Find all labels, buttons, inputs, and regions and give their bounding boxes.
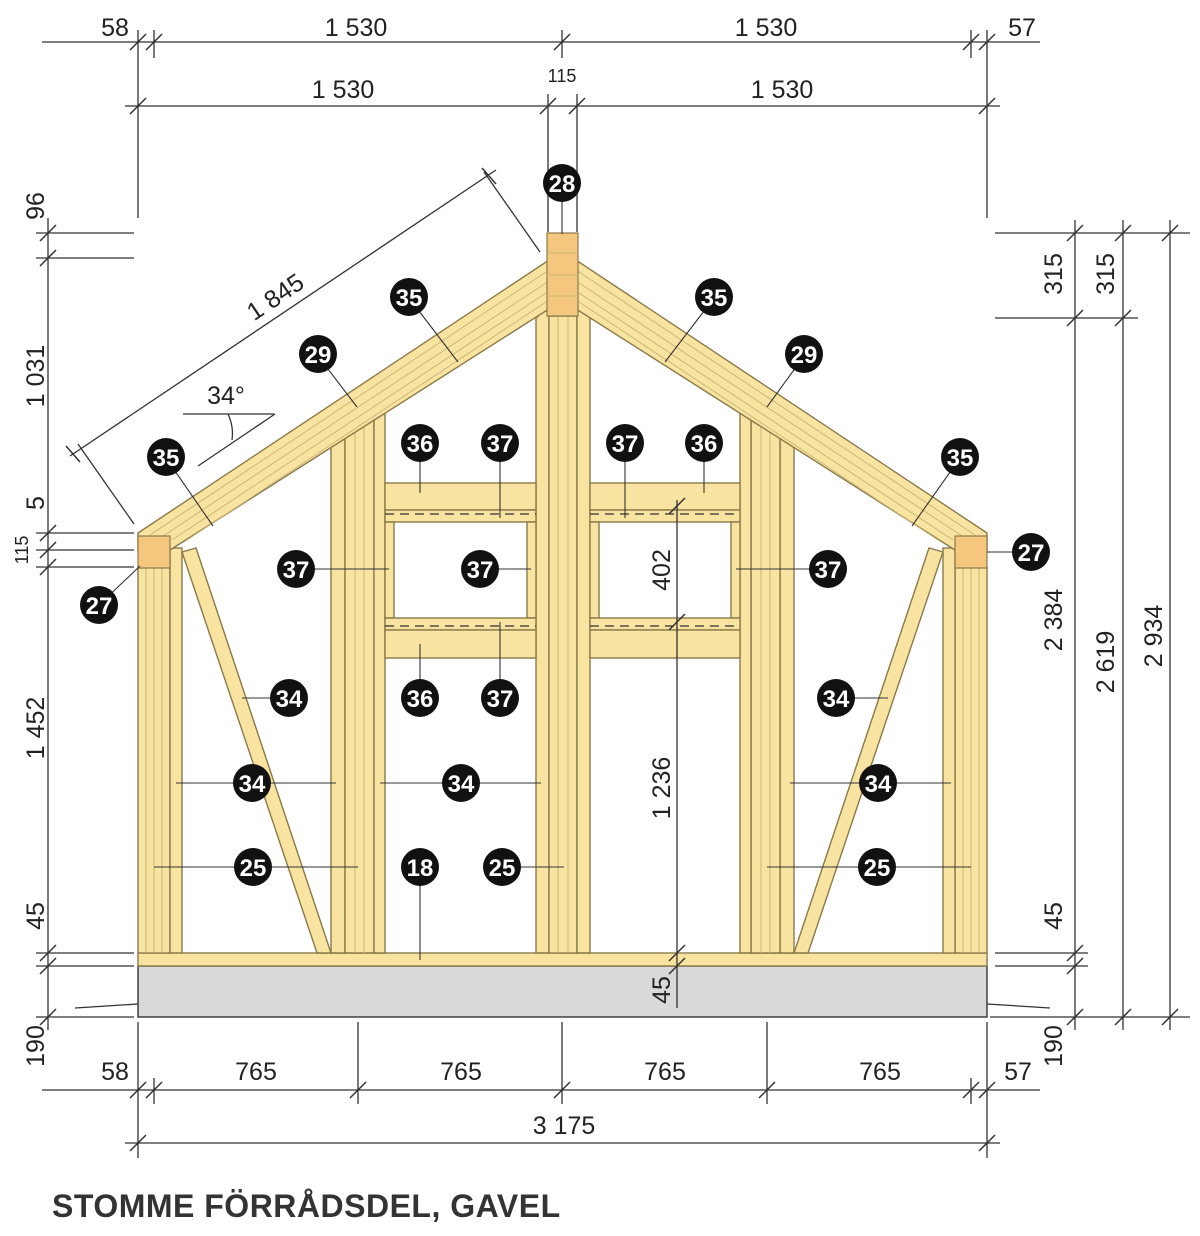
dim-top-57: 57 bbox=[1008, 14, 1036, 42]
part-tag bbox=[147, 438, 185, 476]
part-tag bbox=[685, 424, 723, 462]
left-corner-post bbox=[138, 548, 182, 953]
svg-text:35: 35 bbox=[700, 285, 728, 312]
svg-text:35: 35 bbox=[946, 445, 974, 472]
left-diagonal-brace bbox=[182, 548, 331, 953]
part-tag bbox=[481, 424, 519, 462]
svg-text:35: 35 bbox=[395, 285, 423, 312]
part-tag bbox=[401, 424, 439, 462]
part-tag bbox=[277, 550, 315, 588]
part-tag bbox=[270, 679, 308, 717]
dim-left-45: 45 bbox=[22, 902, 50, 930]
part-tag bbox=[817, 679, 855, 717]
svg-text:37: 37 bbox=[466, 557, 494, 584]
part-tag bbox=[785, 335, 823, 373]
svg-text:25: 25 bbox=[239, 855, 267, 882]
dim-right-2384: 2 384 bbox=[1040, 588, 1068, 652]
dim-right-190: 190 bbox=[1040, 1025, 1068, 1067]
svg-text:37: 37 bbox=[486, 686, 514, 713]
part-tag bbox=[401, 848, 439, 886]
dim-bottom-765-3: 765 bbox=[644, 1058, 686, 1086]
dim-bottom-58: 58 bbox=[101, 1058, 129, 1086]
svg-text:29: 29 bbox=[304, 342, 332, 369]
dim-left-115: 115 bbox=[12, 535, 32, 565]
svg-text:29: 29 bbox=[790, 342, 818, 369]
part-tag bbox=[543, 164, 581, 202]
part-tag bbox=[461, 550, 499, 588]
dim-left-5: 5 bbox=[22, 496, 50, 510]
dim-rafter-1845: 1 845 bbox=[241, 268, 310, 327]
svg-text:36: 36 bbox=[406, 431, 434, 458]
dim-left-96: 96 bbox=[22, 192, 50, 220]
dim-left-1452: 1 452 bbox=[22, 696, 50, 760]
right-stud-pair bbox=[740, 398, 794, 953]
svg-text:27: 27 bbox=[85, 593, 113, 620]
part-tag bbox=[859, 764, 897, 802]
svg-text:35: 35 bbox=[152, 445, 180, 472]
dim-row2-1530-left: 1 530 bbox=[311, 76, 375, 104]
dim-sill-1236: 1 236 bbox=[648, 756, 676, 820]
part-tag bbox=[80, 586, 118, 624]
svg-text:28: 28 bbox=[548, 171, 576, 198]
part-tag bbox=[442, 764, 480, 802]
part-tag bbox=[941, 438, 979, 476]
left-window-framing bbox=[385, 483, 536, 658]
part-tag bbox=[695, 278, 733, 316]
svg-text:37: 37 bbox=[486, 431, 514, 458]
svg-text:27: 27 bbox=[1017, 540, 1045, 567]
foundation-slab bbox=[138, 966, 987, 1017]
dim-bottom-57: 57 bbox=[1004, 1058, 1032, 1086]
svg-text:36: 36 bbox=[690, 431, 718, 458]
right-diagonal-brace bbox=[794, 548, 943, 953]
part-tag bbox=[401, 679, 439, 717]
drawing-caption: STOMME FÖRRÅDSDEL, GAVEL bbox=[52, 1188, 561, 1224]
dim-right-2934: 2 934 bbox=[1140, 604, 1168, 668]
dim-top-1530-left: 1 530 bbox=[324, 14, 388, 42]
svg-text:36: 36 bbox=[406, 686, 434, 713]
svg-text:34: 34 bbox=[447, 771, 475, 798]
dim-total-3175: 3 175 bbox=[532, 1112, 596, 1140]
left-stud-pair bbox=[331, 398, 385, 953]
dim-window-402: 402 bbox=[648, 549, 676, 591]
right-eave-block bbox=[955, 536, 987, 568]
center-post bbox=[536, 306, 590, 953]
part-tag bbox=[809, 550, 847, 588]
svg-text:34: 34 bbox=[238, 771, 266, 798]
svg-text:37: 37 bbox=[814, 557, 842, 584]
dim-ridge-115: 115 bbox=[547, 66, 577, 86]
dim-right-2619: 2 619 bbox=[1092, 630, 1120, 694]
dim-right-45: 45 bbox=[1040, 902, 1068, 930]
svg-text:37: 37 bbox=[282, 557, 310, 584]
svg-text:34: 34 bbox=[822, 686, 850, 713]
dim-roof-angle: 34° bbox=[207, 382, 245, 410]
svg-text:34: 34 bbox=[275, 686, 303, 713]
svg-text:18: 18 bbox=[406, 855, 434, 882]
left-eave-block bbox=[138, 536, 170, 568]
part-tag bbox=[483, 848, 521, 886]
part-tag bbox=[390, 278, 428, 316]
svg-text:34: 34 bbox=[864, 771, 892, 798]
part-tag bbox=[1012, 533, 1050, 571]
part-tag bbox=[606, 424, 644, 462]
dim-top-1530-right: 1 530 bbox=[734, 14, 798, 42]
dim-plate-45: 45 bbox=[648, 976, 676, 1004]
dim-left-190: 190 bbox=[22, 1025, 50, 1067]
dim-bottom-765-4: 765 bbox=[859, 1058, 901, 1086]
part-tag bbox=[233, 764, 271, 802]
dim-top-58: 58 bbox=[101, 14, 129, 42]
part-tag bbox=[481, 679, 519, 717]
dim-right-315-a: 315 bbox=[1040, 253, 1068, 295]
dim-bottom-765-1: 765 bbox=[235, 1058, 277, 1086]
svg-text:25: 25 bbox=[863, 855, 891, 882]
dim-right-315-b: 315 bbox=[1092, 253, 1120, 295]
dim-left-1031: 1 031 bbox=[22, 344, 50, 408]
part-tag bbox=[858, 848, 896, 886]
right-corner-post bbox=[943, 548, 987, 953]
part-tag bbox=[299, 335, 337, 373]
bottom-plate bbox=[138, 953, 987, 966]
svg-text:37: 37 bbox=[611, 431, 639, 458]
svg-text:25: 25 bbox=[488, 855, 516, 882]
dim-row2-1530-right: 1 530 bbox=[750, 76, 814, 104]
part-tag bbox=[234, 848, 272, 886]
dim-bottom-765-2: 765 bbox=[440, 1058, 482, 1086]
